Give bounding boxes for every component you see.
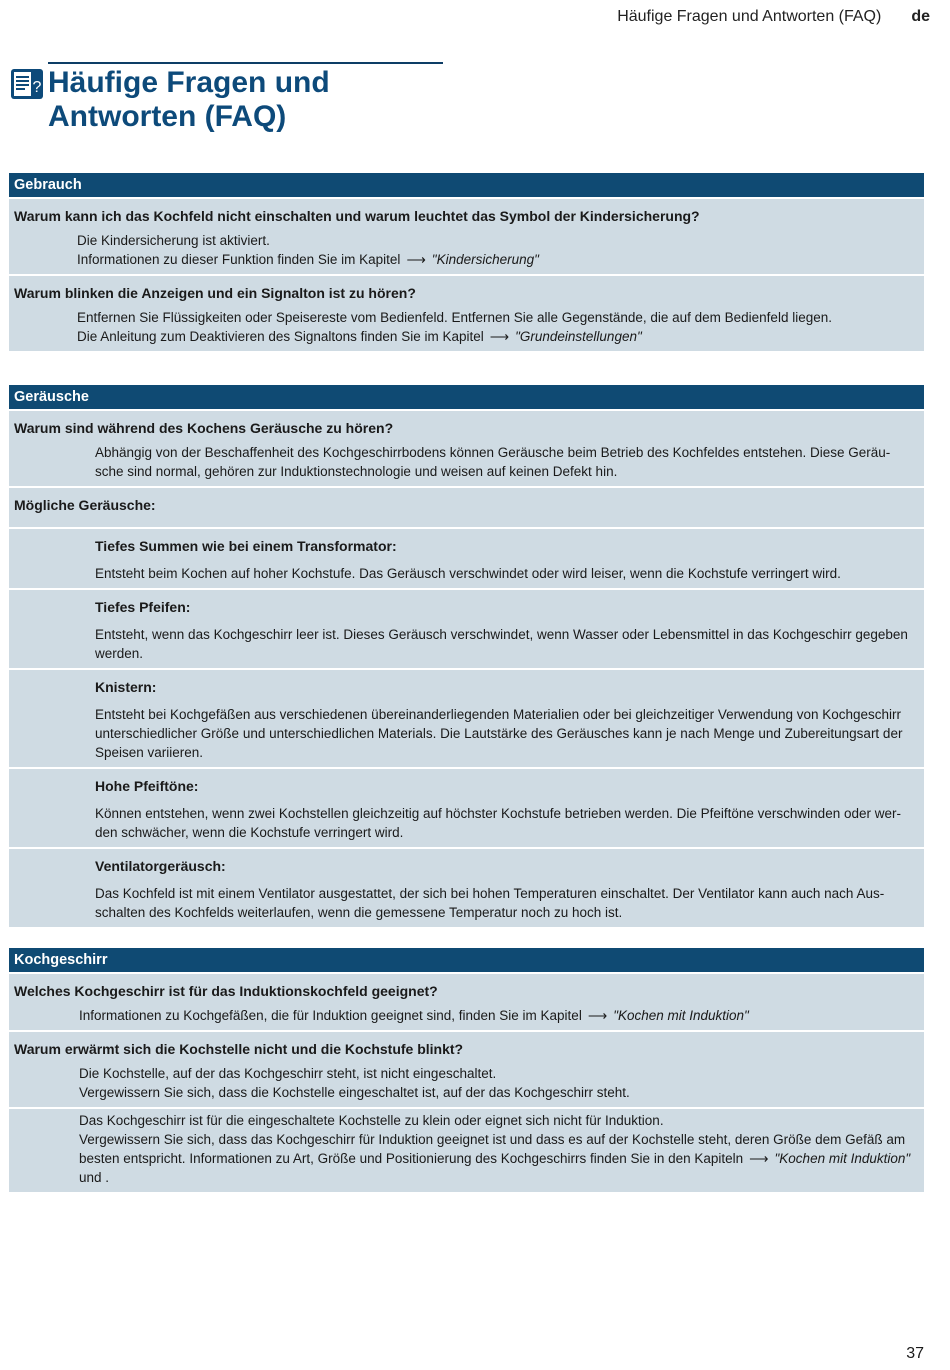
noise-item-title: Hohe Pfeiftöne: [95,778,199,794]
answer-cookware-too-small: Das Kochgeschirr ist für die eingeschaltete Kochstelle zu klein oder eignet sich nicht für Induktion. Vergewissern Sie sich, dass das Kochgeschirr für Induktion geeignet ist und dass es auf der Kochstelle steht, deren Größe dem Gefäß am besten entspricht. Informationen zu Art, Größe und Positionierung des Kochgeschirrs finden Sie in den Kapiteln ⟶ "Kochen mit Induktion" und . [9,1107,924,1192]
title-rule [48,62,443,64]
reference-arrow-icon: ⟶ [749,1151,769,1166]
noise-item-text: Entsteht, wenn das Kochgeschirr leer ist. Dieses Geräusch verschwindet, wenn Wasser oder Lebensmittel in das Kochgeschirr gegeben [95,627,908,642]
chapter-link[interactable]: "Kochen mit Induktion" [774,1151,911,1166]
running-title: Häufige Fragen und Antworten (FAQ) [617,8,882,25]
section-heading-geraeusche: Geräusche [9,385,924,409]
reference-arrow-icon: ⟶ [489,329,510,344]
chapter-link[interactable]: "Kindersicherung" [431,252,539,267]
noise-item-text: unterschiedlicher Größe und unterschiedlichen Materials. Die Lautstärke des Geräusches kann je nach Menge und Zubereitungsart der [95,726,903,741]
noise-item [9,767,924,847]
noise-item-text: Entsteht beim Kochen auf hoher Kochstufe. Das Geräusch verschwindet oder wird leiser, wenn die Kochstufe verringert wird. [95,566,841,581]
question-noises: Warum sind während des Kochens Geräusche zu hören? [9,409,924,441]
section-heading-gebrauch: Gebrauch [9,173,924,197]
noise-item-text: Das Kochfeld ist mit einem Ventilator ausgestattet, der sich bei hohen Temperaturen einschaltet. Der Ventilator kann auch nach Aus- [95,886,885,901]
language-code: de [911,8,930,25]
running-header [0,8,930,26]
noise-item-text: Speisen variieren. [95,745,204,760]
question-zone-not-heating: Warum erwärmt sich die Kochstelle nicht und die Kochstufe blinkt? [9,1030,924,1062]
question-blinking-displays: Warum blinken die Anzeigen und ein Signalton ist zu hören? [9,274,924,306]
noise-item-title: Ventilatorgeräusch: [95,858,226,874]
noise-item-title: Tiefes Summen wie bei einem Transformator: [95,538,397,554]
answer-noises: Abhängig von der Beschaffenheit des Kochgeschirrbodens können Geräusche beim Betrieb des Kochfeldes entstehen. Diese Geräu- sche sind normal, gehören zur Induktionstechnologie und weisen auf keinen Defekt hin. [9,441,924,486]
noise-item [9,527,924,588]
noise-list [9,527,924,927]
reference-arrow-icon: ⟶ [406,252,426,267]
noise-item-title: Knistern: [95,679,157,695]
noise-item-title: Tiefes Pfeifen: [95,599,191,615]
noise-item-text: werden. [95,646,144,661]
chapter-link[interactable]: "Kochen mit Induktion" [613,1008,749,1023]
noise-item [9,668,924,767]
answer-zone-not-switched-on: Die Kochstelle, auf der das Kochgeschirr steht, ist nicht eingeschaltet. Vergewissern Sie sich, dass die Kochstelle eingeschaltet ist, auf der das Kochgeschirr steht. [9,1062,924,1107]
section-geraeusche [9,385,924,927]
section-kochgeschirr [9,948,924,1192]
page-title: Häufige Fragen und Antworten (FAQ) [48,66,330,133]
question-suitable-cookware: Welches Kochgeschirr ist für das Induktionskochfeld geeignet? [9,972,924,1004]
answer-child-lock: Die Kindersicherung ist aktiviert. Informationen zu dieser Funktion finden Sie im Kapitel ⟶ "Kindersicherung" [9,229,924,274]
page-number: 37 [906,1345,924,1362]
faq-document-icon [10,68,44,100]
noise-item-text: schalten des Kochfelds weiterlaufen, wenn die gemessene Temperatur noch zu hoch ist. [95,905,623,920]
noise-item-text: Entsteht bei Kochgefäßen aus verschiedenen übereinanderliegenden Materialien oder bei gleichzeitiger Verwendung von Kochgeschirr [95,707,902,722]
section-heading-kochgeschirr: Kochgeschirr [9,948,924,972]
noise-item-text: den schwächer, wenn die Kochstufe verringert wird. [95,825,404,840]
question-child-lock: Warum kann ich das Kochfeld nicht einschalten und warum leuchtet das Symbol der Kindersicherung? [9,197,924,229]
possible-noises-heading: Mögliche Geräusche: [9,486,924,527]
section-gebrauch [9,173,924,351]
noise-item-text: Können entstehen, wenn zwei Kochstellen gleichzeitig auf höchster Kochstufe betrieben werden. Die Pfeiftöne verschwinden oder wer- [95,806,901,821]
svg-text:?: ? [32,79,42,96]
chapter-link[interactable]: "Grundeinstellungen" [515,329,642,344]
noise-item [9,847,924,927]
noise-item [9,588,924,668]
reference-arrow-icon: ⟶ [587,1008,608,1023]
answer-suitable-cookware: Informationen zu Kochgefäßen, die für Induktion geeignet sind, finden Sie im Kapitel ⟶ "Kochen mit Induktion" [9,1004,924,1030]
answer-blinking-displays: Entfernen Sie Flüssigkeiten oder Speisereste vom Bedienfeld. Entfernen Sie alle Gegenstände, die auf dem Bedienfeld liegen. Die Anleitung zum Deaktivieren des Signaltons finden Sie im Kapitel ⟶ "Grundeinstellungen" [9,306,924,351]
